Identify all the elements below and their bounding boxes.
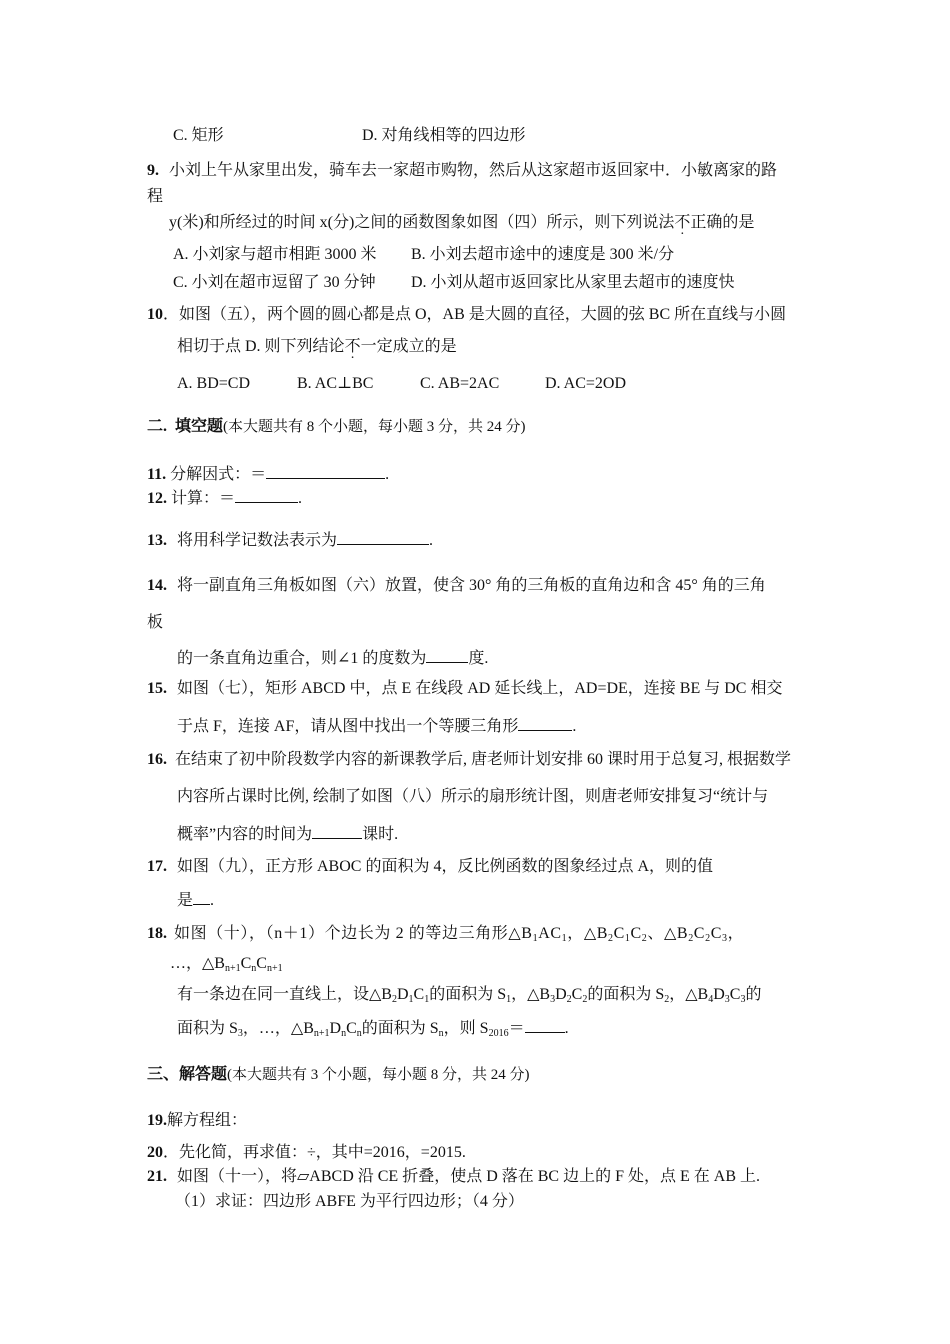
q18-line1-part-g: C (693, 925, 706, 942)
q18-line3-part-j: D (713, 986, 725, 1003)
q9-stem-line2 (169, 213, 754, 233)
q12-number: 12. (147, 490, 167, 507)
q11-question (147, 463, 389, 485)
q18-sub: 3 (724, 994, 730, 1005)
q18-sub: 2 (664, 994, 670, 1005)
q18-line4-part-f: ，则 S (443, 1020, 489, 1037)
q14-stem-line2-text: 的一条直角边重合，则∠1 的度数为 (177, 650, 427, 667)
q18-line4-part-d: C (346, 1020, 357, 1037)
q12-text: 计算：＝ (171, 490, 236, 507)
q18-line3-part-i: ，△B (669, 986, 709, 1003)
q18-sub: 2 (391, 994, 397, 1005)
q16-stem-line2: 内容所占课时比例, 绘制了如图（八）所示的扇形统计图，则唐老师安排复习“统计与 (177, 788, 769, 805)
q15-question (147, 679, 782, 699)
q10-stem-line2-a: 相切于点 D. 则下列结论 (177, 338, 345, 355)
q15-number: 15. (147, 680, 167, 697)
q18-sub: 1 (408, 994, 414, 1005)
q13-end: . (429, 532, 434, 549)
q9-option-d: D. 小刘从超市返回家比从家里去超市的速度快 (411, 274, 735, 291)
q18-line3-part-d: 的面积为 S (429, 986, 507, 1003)
section-3-header (147, 1065, 530, 1085)
q18-line4-part-c: D (329, 1020, 342, 1037)
q13-text: 将用科学记数法表示为 (177, 532, 338, 549)
q18-sub: 2 (641, 933, 648, 944)
q10-option-c: C. AB=2AC (420, 375, 500, 392)
q19-text: 解方程组： (167, 1112, 248, 1129)
section-3-title: 解答题 (179, 1066, 228, 1083)
q18-sub: 2 (582, 994, 588, 1005)
q18-line3-part-k: C (729, 986, 741, 1003)
q17-stem-line2 (177, 889, 214, 911)
q13-question (147, 529, 433, 551)
q18-line4-part-a: 面积为 S (177, 1020, 238, 1037)
q10-option-d: D. AC=2OD (545, 375, 627, 392)
q15-stem-line2-text: 于点 F，连接 AF，请从图中找出一个等腰三角形 (177, 718, 519, 735)
q9-stem-line2-b: 正确的是 (690, 214, 755, 231)
q18-line3-part-c: C (413, 986, 425, 1003)
q21-subquestion-1: （1）求证：四边形 ABFE 为平行四边形；（4 分） (175, 1193, 524, 1210)
section-3-number: 三、 (147, 1066, 180, 1083)
q17-question (147, 857, 713, 877)
q18-line3-part-g: C (571, 986, 583, 1003)
q18-number: 18. (147, 925, 167, 942)
q9-option-b: B. 小刘去超市途中的速度是 300 米/分 (411, 246, 675, 263)
q19-number: 19. (147, 1112, 167, 1129)
q18-line4-part-e: 的面积为 S (361, 1020, 439, 1037)
q18-answer-blank (525, 1017, 565, 1033)
q10-stem-line2 (177, 337, 457, 357)
q9-option-a: A. 小刘家与超市相距 3000 米 (173, 246, 377, 263)
q14-stem-line1: 将一副直角三角板如图（六）放置，使含 30° 角的三角板的直角边和含 45° 角的三角 (177, 577, 766, 594)
q16-stem-line3-text: 概率”内容的时间为 (177, 826, 313, 843)
q18-line1-part-a: 如图（十），（n＋1）个边长为 2 的等边三角形△B (174, 925, 533, 942)
q18-sub: 2 (566, 994, 572, 1005)
q18-line1-part-c: ，△B (567, 925, 609, 942)
q17-stem-line1: 如图（九），正方形 ABOC 的面积为 4，反比例函数的图象经过点 A，则的值 (177, 858, 714, 875)
q18-end: . (564, 1020, 569, 1037)
q11-number: 11. (147, 466, 167, 483)
q12-end: . (298, 490, 303, 507)
q9-question (147, 161, 777, 181)
q10-question (147, 305, 786, 325)
q14-question (147, 576, 766, 596)
q18-sub: 2016 (488, 1028, 509, 1039)
q17-number: 17. (147, 858, 167, 875)
q18-line3-part-e: ，△B (511, 986, 551, 1003)
q9-stem-line2-a: y(米)和所经过的时间 x(分)之间的函数图象如图（四）所示，则下列说法 (169, 214, 675, 231)
section-3-description: (本大题共有 3 个小题，每小题 8 分，共 24 分) (227, 1067, 530, 1083)
q18-line1-part-h: C (710, 925, 722, 942)
q13-number: 13. (147, 532, 167, 549)
q18-stem-line1 (174, 925, 744, 942)
q21-question (147, 1167, 760, 1187)
q18-sub: n (251, 963, 257, 974)
q18-line4-part-b: ，…，△B (242, 1020, 314, 1037)
q18-line1-part-d: C (613, 925, 625, 942)
q18-line1-part-i: ， (727, 925, 745, 942)
q21-number: 21. (147, 1168, 167, 1185)
q18-sub: 3 (721, 933, 728, 944)
q15-stem-line1: 如图（七），矩形 ABCD 中，点 E 在线段 AD 延长线上，AD=DE，连接 BE 与 DC 相交 (177, 680, 783, 697)
q17-stem-line2-text: 是 (177, 892, 194, 909)
q18-sub: 1 (561, 933, 568, 944)
q18-sub: 2 (688, 933, 694, 944)
q18-sub: n (438, 1028, 444, 1039)
q8-option-d: D. 对角线相等的四边形 (362, 127, 526, 144)
q18-sub: 3 (237, 1028, 243, 1039)
q10-number: 10 (147, 306, 163, 323)
q16-end: 课时. (362, 826, 399, 843)
q15-answer-blank (518, 715, 572, 731)
q18-sub: 3 (740, 994, 746, 1005)
q18-sub: 3 (550, 994, 556, 1005)
q18-stem-line4 (177, 1017, 569, 1039)
q9-number: 9. (147, 162, 159, 179)
q11-text: 分解因式：＝ (170, 466, 267, 483)
q18-sub: 4 (708, 994, 714, 1005)
q18-line1-part-e: C (630, 925, 642, 942)
q8-option-c: C. 矩形 (173, 127, 224, 144)
q18-sub: n (341, 1028, 347, 1039)
q19-question (147, 1111, 247, 1131)
q16-question (147, 750, 791, 770)
q18-line3-part-a: 有一条边在同一直线上，设△B (177, 986, 392, 1003)
q20-question (147, 1143, 466, 1163)
q17-answer-blank (193, 889, 210, 905)
q18-line2-part-b: C (240, 955, 252, 972)
q18-sub: n+1 (224, 963, 241, 974)
q10-stem-line1: ．如图（五），两个圆的圆心都是点 O，AB 是大圆的直径，大圆的弦 BC 所在直线与小圆 (163, 306, 787, 323)
q18-sub: 2 (608, 933, 614, 944)
q18-line3-part-h: 的面积为 S (587, 986, 665, 1003)
section-2-title: 填空题 (175, 418, 224, 435)
q18-sub: 1 (624, 933, 631, 944)
q18-sub: 1 (424, 994, 430, 1005)
q12-question (147, 487, 302, 509)
q16-answer-blank (312, 823, 362, 839)
q14-number: 14. (147, 577, 167, 594)
q18-line2-part-a: …，△B (170, 955, 225, 972)
q18-sub: 1 (506, 994, 512, 1005)
q18-sub: 2 (705, 933, 711, 944)
q18-stem-line2 (170, 954, 283, 974)
q10-emphasis-not: 不 (344, 338, 361, 355)
q10-option-b: B. AC⊥BC (297, 375, 374, 392)
section-2-number: 二. (147, 418, 168, 435)
q10-stem-line2-b: 一定成立的是 (360, 338, 457, 355)
q9-stem-line1-wrap: 程 (147, 188, 164, 205)
q16-stem-line3 (177, 823, 398, 845)
q9-option-c: C. 小刘在超市逗留了 30 分钟 (173, 274, 376, 291)
q18-sub: 1 (532, 933, 539, 944)
q16-stem-line1: 在结束了初中阶段数学内容的新课教学后, 唐老师计划安排 60 课时用于总复习, 根据数学 (175, 751, 792, 768)
q13-answer-blank (337, 529, 429, 545)
q18-stem-line3 (177, 985, 761, 1005)
q18-line4-part-g: ＝ (508, 1020, 525, 1037)
q21-stem-line1: 如图（十一），将▱ABCD 沿 CE 折叠，使点 D 落在 BC 边上的 F 处，点 E 在 AB 上. (177, 1168, 761, 1185)
q18-line3-part-l: 的 (745, 986, 762, 1003)
q10-option-a: A. BD=CD (177, 375, 251, 392)
q9-stem-line1: 小刘上午从家里出发，骑车去一家超市购物，然后从这家超市返回家中．小敏离家的路 (169, 162, 778, 179)
q15-end: . (572, 718, 577, 735)
q18-line3-part-f: D (555, 986, 567, 1003)
q18-line1-part-f: 、△B (647, 925, 689, 942)
q18-sub: n (356, 1028, 362, 1039)
q14-stem-line2 (177, 647, 488, 669)
q20-number: 20 (147, 1144, 163, 1161)
q20-text: ．先化简，再求值：÷，其中=2016，=2015. (163, 1144, 466, 1161)
q18-sub: n+1 (313, 1028, 330, 1039)
q18-line2-part-c: C (256, 955, 267, 972)
q11-end: . (385, 466, 390, 483)
q16-number: 16. (147, 751, 167, 768)
q12-answer-blank (235, 487, 298, 503)
section-2-description: (本大题共有 8 个小题，每小题 3 分，共 24 分) (223, 419, 526, 435)
q17-end: . (210, 892, 215, 909)
q18-question (147, 924, 744, 944)
q18-line3-part-b: D (396, 986, 409, 1003)
q18-sub: n+1 (266, 963, 283, 974)
q14-end: 度. (468, 650, 489, 667)
q14-answer-blank (426, 647, 468, 663)
q11-answer-blank (266, 463, 385, 479)
q9-emphasis-not: 不 (674, 214, 691, 231)
q14-stem-line1-wrap: 板 (147, 614, 164, 631)
q15-stem-line2 (177, 715, 576, 737)
q18-line1-part-b: AC (538, 925, 562, 942)
section-2-header (147, 417, 526, 437)
